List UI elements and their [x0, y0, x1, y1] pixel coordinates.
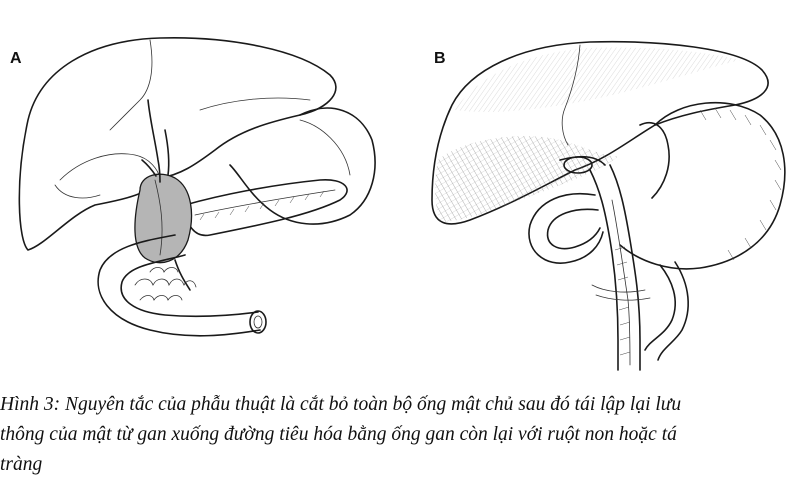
panel-label-b: B: [434, 50, 446, 67]
panel-label-a: A: [10, 50, 22, 67]
intestine-loop-b: [529, 194, 603, 263]
figure-caption: [0, 390, 791, 480]
excised-bile-duct-region: [135, 174, 192, 262]
caption-line-3: tràng: [0, 454, 43, 475]
panel-b-drawing: [432, 42, 785, 370]
liver-b-top-shading: [455, 48, 740, 112]
caption-line-2: thông của mật từ gan xuống đường tiêu hóa bằng ống gan còn lại với ruột non hoặc tá: [0, 424, 677, 445]
stomach-b: [620, 103, 785, 269]
jejunal-limb-b: [590, 170, 618, 370]
panel-a-drawing: [19, 38, 375, 336]
stomach-a: [230, 108, 375, 224]
caption-line-1: Hình 3: Nguyên tắc của phẫu thuật là cắt bỏ toàn bộ ống mật chủ sau đó tái lập lại lưu: [0, 394, 682, 415]
